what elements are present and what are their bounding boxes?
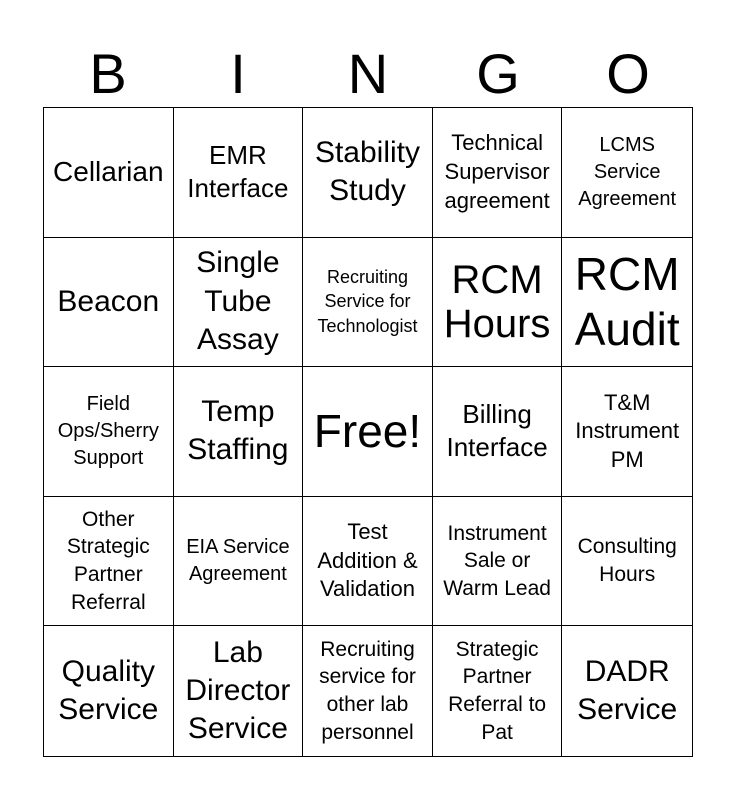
- bingo-cell[interactable]: [44, 108, 174, 238]
- header-letter-b: B: [89, 42, 127, 105]
- bingo-header: [43, 40, 693, 108]
- bingo-cell[interactable]: [562, 238, 692, 368]
- bingo-cell[interactable]: [562, 108, 692, 238]
- cell-text: Quality Service: [58, 654, 159, 727]
- cell-text: EIA Service Agreement: [186, 536, 290, 586]
- bingo-cell[interactable]: [44, 626, 174, 756]
- cell-text: Consulting Hours: [577, 535, 677, 587]
- cell-text: DADR Service: [577, 654, 678, 727]
- cell-text: Recruiting service for other lab personnel: [319, 637, 416, 744]
- cell-text: LCMS Service Agreement: [578, 133, 677, 210]
- cell-text: EMR Interface: [187, 139, 289, 204]
- bingo-cell[interactable]: [174, 626, 304, 756]
- bingo-cell[interactable]: [433, 626, 563, 756]
- bingo-cell[interactable]: [562, 626, 692, 756]
- cell-text: Cellarian: [53, 156, 164, 188]
- cell-text: Recruiting Service for Technologist: [317, 266, 418, 337]
- header-letter-n: N: [347, 42, 389, 105]
- bingo-cell[interactable]: [174, 108, 304, 238]
- bingo-cell[interactable]: [433, 238, 563, 368]
- bingo-cell[interactable]: [303, 108, 433, 238]
- cell-text: T&M Instrument PM: [575, 389, 680, 472]
- cell-text: Test Addition & Validation: [317, 519, 418, 602]
- cell-text: Strategic Partner Referral to Pat: [448, 637, 547, 744]
- bingo-cell[interactable]: [303, 626, 433, 756]
- bingo-board: [43, 107, 693, 757]
- bingo-cell[interactable]: [562, 367, 692, 497]
- cell-text: Field Ops/Sherry Support: [57, 392, 159, 469]
- bingo-cell[interactable]: [174, 367, 304, 497]
- bingo-cell[interactable]: [433, 108, 563, 238]
- bingo-cell[interactable]: [174, 497, 304, 627]
- cell-text: Billing Interface: [446, 398, 548, 463]
- cell-text: Beacon: [57, 284, 160, 318]
- bingo-cell[interactable]: [44, 497, 174, 627]
- cell-text: Temp Staffing: [187, 395, 289, 467]
- bingo-cell[interactable]: [44, 238, 174, 368]
- cell-text: RCM Hours: [443, 257, 551, 346]
- header-letter-o: O: [606, 42, 650, 105]
- bingo-cell[interactable]: [303, 238, 433, 368]
- bingo-cell[interactable]: [433, 497, 563, 627]
- header-letter-g: G: [476, 42, 520, 105]
- cell-text: RCM Audit: [574, 247, 680, 355]
- bingo-cell[interactable]: [433, 367, 563, 497]
- cell-text: Other Strategic Partner Referral: [66, 507, 150, 614]
- cell-text: Single Tube Assay: [196, 246, 280, 357]
- free-space[interactable]: [303, 367, 433, 497]
- cell-text: Lab Director Service: [185, 635, 291, 746]
- bingo-cell[interactable]: [562, 497, 692, 627]
- bingo-cell[interactable]: [303, 497, 433, 627]
- header-letter-i: I: [230, 42, 246, 105]
- cell-text: Technical Supervisor agreement: [444, 130, 550, 213]
- free-space-text: Free!: [313, 404, 422, 457]
- cell-text: Instrument Sale or Warm Lead: [443, 521, 551, 600]
- bingo-cell[interactable]: [44, 367, 174, 497]
- cell-text: Stability Study: [314, 135, 420, 208]
- bingo-cell[interactable]: [174, 238, 304, 368]
